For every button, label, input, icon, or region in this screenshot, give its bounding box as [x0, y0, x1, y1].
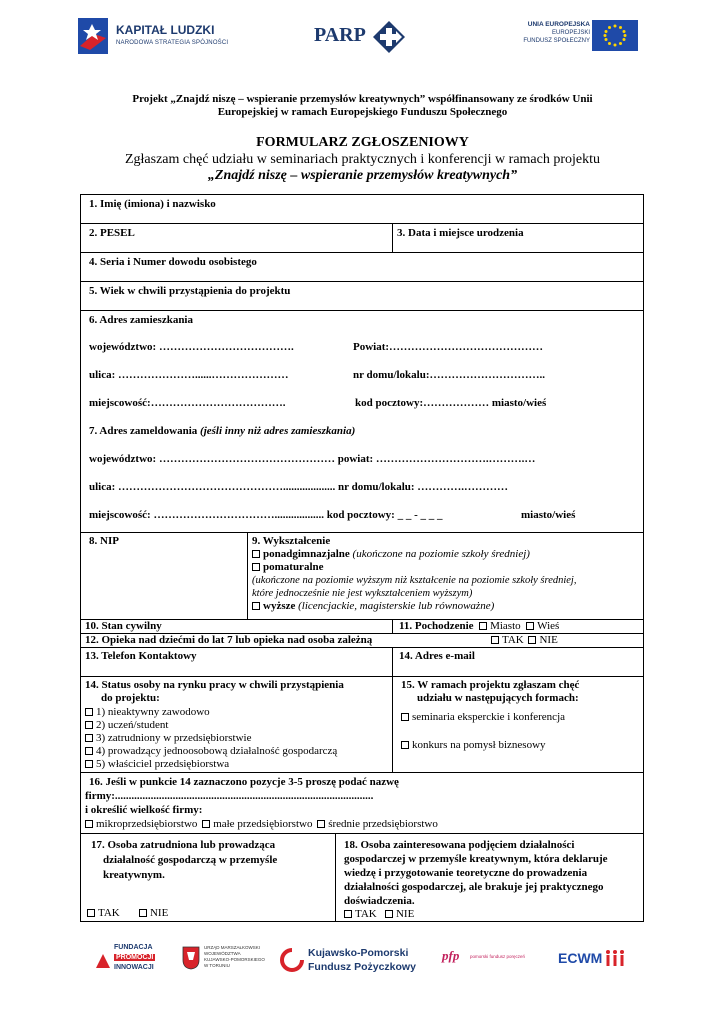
status-option-2-label: 2) uczeń/student	[96, 719, 169, 731]
field-employed-label-2: działalność gospodarczą w przemyśle	[103, 854, 278, 866]
field-interested-label-1: 18. Osoba zainteresowana podjęciem działalności	[344, 839, 575, 851]
status-option-4[interactable]	[85, 745, 337, 758]
people-icon	[604, 948, 626, 968]
field-employed-label-3: kreatywnym.	[103, 869, 165, 881]
field-name-cell[interactable]	[80, 194, 644, 224]
status-option-5[interactable]	[85, 758, 229, 771]
field-interested-label-2: gospodarczej w przemyśle kreatywnym, która deklaruje	[344, 853, 608, 865]
pomorski-fundusz-poreczen-logo	[442, 946, 546, 974]
registered-voivodeship[interactable]: województwo: ………………………………………… powiat: ………………………….……….…	[89, 453, 536, 465]
pfp-text: pomorski fundusz poręczeń	[470, 954, 526, 959]
address-city[interactable]: miejscowość:……………………………….	[89, 397, 286, 409]
interested-yes-label: TAK	[355, 908, 377, 920]
field-id-label: 4. Seria i Numer dowodu osobistego	[89, 256, 257, 268]
checkbox-icon[interactable]	[85, 760, 93, 768]
employed-options	[87, 907, 168, 920]
field-address-label: 6. Adres zamieszkania	[89, 314, 193, 326]
status-option-3-label: 3) zatrudniony w przedsiębiorstwie	[96, 732, 252, 744]
parp-emblem-icon	[372, 20, 406, 54]
checkbox-icon[interactable]	[401, 713, 409, 721]
kapital-ludzki-title: KAPITAŁ LUDZKI	[116, 23, 215, 37]
address-voivodeship[interactable]: województwo: ……………………………….	[89, 341, 294, 353]
address-street[interactable]: ulica: …………………......…………………	[89, 369, 289, 381]
checkbox-icon[interactable]	[85, 721, 93, 729]
eu-logo	[512, 20, 638, 52]
field-education-cell	[247, 532, 644, 620]
education-secondary-note: (ukończone na poziomie szkoły średniej)	[352, 548, 530, 560]
checkbox-icon[interactable]	[85, 708, 93, 716]
forms-seminars-label: seminaria eksperckie i konferencja	[412, 711, 566, 723]
fpi-line2: PROMOCJI	[116, 954, 154, 961]
registered-street[interactable]: ulica: ………………………………………................... nr domu/lokalu: ………….…………	[89, 481, 509, 493]
address-county[interactable]: Powiat:……………………………………	[353, 341, 544, 353]
project-name: „Znajdź niszę – wspieranie przemysłów kreatywnych”	[207, 168, 518, 183]
care-options	[491, 634, 558, 647]
field-interested-label-5: doświadczenia.	[344, 895, 415, 907]
education-postsecondary-note-1: (ukończone na poziomie wyższym niż kształcenie na poziomie szkoły średniej,	[252, 575, 577, 586]
education-option-postsecondary[interactable]	[252, 561, 324, 574]
fpi-line1: FUNDACJA	[114, 944, 153, 951]
forms-contest-label: konkurs na pomysł biznesowy	[412, 739, 546, 751]
field-phone-cell[interactable]	[80, 647, 393, 677]
checkbox-icon[interactable]	[139, 909, 147, 917]
kapital-ludzki-subtitle: NARODOWA STRATEGIA SPÓJNOŚCI	[116, 40, 229, 46]
checkbox-icon[interactable]	[85, 747, 93, 755]
field-status-cell	[80, 676, 393, 773]
education-option-higher[interactable]	[252, 600, 494, 613]
checkbox-icon[interactable]	[252, 563, 260, 571]
field-id-cell[interactable]	[80, 252, 644, 282]
field-birth-cell[interactable]	[392, 223, 644, 253]
parp-text: PARP	[314, 24, 366, 46]
field-employed-label-1: 17. Osoba zatrudniona lub prowadząca	[91, 839, 276, 851]
registered-city[interactable]: miejscowość: …………………………….................. kod pocztowy: _ _ - _ _ _	[89, 509, 443, 521]
parp-logo	[314, 20, 408, 54]
status-option-2[interactable]	[85, 719, 168, 732]
coat-of-arms-icon	[182, 946, 200, 970]
kpfp-line2: Fundusz Pożyczkowy	[308, 961, 416, 973]
field-company-label-1: 16. Jeśli w punkcie 14 zaznaczono pozycje 3-5 proszę podać nazwę	[89, 776, 399, 788]
checkbox-icon[interactable]	[528, 636, 536, 644]
urzad-marszalkowski-logo	[182, 942, 264, 978]
urzad-text	[204, 945, 265, 969]
field-status-label-1: 14. Status osoby na rynku pracy w chwili przystąpienia	[85, 679, 344, 691]
field-email-label: 14. Adres e-mail	[399, 650, 475, 662]
fundacja-promocji-innowacji-logo	[96, 942, 168, 978]
field-forms-label-2: udziału w następujących formach:	[417, 692, 579, 704]
education-option-secondary[interactable]	[252, 548, 530, 561]
company-size-options	[85, 818, 438, 831]
eu-line3: FUNDUSZ SPOŁECZNY	[523, 38, 590, 44]
status-option-1[interactable]	[85, 706, 210, 719]
origin-village-label: Wieś	[537, 620, 560, 632]
field-age-cell[interactable]	[80, 281, 644, 311]
field-education-label: 9. Wykształcenie	[252, 535, 331, 547]
field-origin-cell	[392, 619, 644, 634]
interested-no-label: NIE	[395, 908, 415, 920]
field-care-label: 12. Opieka nad dziećmi do lat 7 lub opieka nad osoba zależną	[85, 634, 373, 646]
eu-line1: UNIA EUROPEJSKA	[527, 21, 590, 28]
status-option-1-label: 1) nieaktywny zawodowo	[96, 706, 210, 718]
checkbox-icon[interactable]	[252, 550, 260, 558]
kujawsko-pomorski-fundusz-logo	[280, 942, 420, 978]
project-line-1: Projekt „Znajdź niszę – wspieranie przemysłów kreatywnych” współfinansowany ze środków Unii	[132, 93, 593, 105]
fpi-emblem-icon	[96, 954, 110, 968]
pfp-mark-icon: pfp	[442, 948, 460, 963]
registered-address-note: (jeśli inny niż adres zamieszkania)	[200, 425, 356, 437]
care-yes-label: TAK	[502, 634, 524, 646]
ecwm-text: ECWM	[558, 950, 603, 966]
education-secondary-label: ponadgimnazjalne	[263, 548, 350, 560]
field-registered-address	[89, 425, 355, 438]
field-nip-label: 8. NIP	[89, 535, 119, 547]
field-phone-label: 13. Telefon Kontaktowy	[85, 650, 197, 662]
urzad-line4: W TORUNIU	[204, 963, 230, 968]
checkbox-icon[interactable]	[491, 636, 499, 644]
field-age-label: 5. Wiek w chwili przystąpienia do projektu	[89, 285, 291, 297]
field-marital-cell[interactable]	[80, 619, 393, 634]
urzad-line2: WOJEWÓDZTWA	[204, 951, 241, 956]
field-pesel-cell[interactable]	[80, 223, 393, 253]
form-title: FORMULARZ ZGŁOSZENIOWY	[256, 135, 469, 150]
field-care-cell	[80, 633, 644, 648]
forms-option-seminars[interactable]	[401, 711, 565, 724]
registered-address-label: 7. Adres zameldowania	[89, 425, 198, 437]
origin-options	[399, 620, 559, 633]
status-option-4-label: 4) prowadzący jednoosobową działalność gospodarczą	[96, 745, 338, 757]
field-forms-label-1: 15. W ramach projektu zgłaszam chęć	[401, 679, 580, 691]
footer-logos	[0, 940, 725, 980]
kapital-ludzki-logo	[76, 16, 236, 56]
checkbox-icon[interactable]	[479, 622, 487, 630]
field-pesel-label: 2. PESEL	[89, 227, 135, 239]
checkbox-icon[interactable]	[87, 909, 95, 917]
field-interested-label-3: wiedzę i przygotowanie teoretyczne do prowadzenia	[344, 867, 588, 879]
employed-yes-label: TAK	[98, 907, 120, 919]
origin-city-label: Miasto	[490, 620, 521, 632]
forms-option-contest[interactable]	[401, 739, 546, 752]
field-origin-label: 11. Pochodzenie	[399, 620, 474, 632]
form-subtitle: Zgłaszam chęć udziału w seminariach praktycznych i konferencji w ramach projektu	[124, 152, 600, 167]
checkbox-icon[interactable]	[317, 820, 325, 828]
field-employed-cell	[80, 833, 336, 922]
education-higher-label: wyższe	[263, 600, 296, 612]
education-postsecondary-label: pomaturalne	[263, 561, 324, 573]
field-nip-cell[interactable]	[80, 532, 248, 620]
address-section	[80, 310, 644, 533]
project-line-2: Europejskiej w ramach Europejskiego Funduszu Społecznego	[217, 106, 508, 118]
checkbox-icon[interactable]	[85, 820, 93, 828]
field-email-cell[interactable]	[392, 647, 644, 677]
care-no-label: NIE	[539, 634, 558, 646]
eu-flag-icon	[592, 20, 638, 51]
checkbox-icon[interactable]	[252, 602, 260, 610]
company-medium-label: średnie przedsiębiorstwo	[328, 818, 438, 830]
address-postcode[interactable]: kod pocztowy:……………… miasto/wieś	[355, 397, 547, 409]
field-status-label-2: do projektu:	[101, 692, 160, 704]
urzad-line1: URZĄD MARSZAŁKOWSKI	[204, 945, 261, 950]
checkbox-icon[interactable]	[526, 622, 534, 630]
field-company-label-3: i określić wielkość firmy:	[85, 804, 203, 816]
company-name-input[interactable]: firmy:..............................................................................................	[85, 790, 374, 802]
fpi-line3: INNOWACJI	[114, 964, 154, 971]
eu-line2: EUROPEJSKI	[551, 30, 590, 36]
checkbox-icon[interactable]	[344, 910, 352, 918]
education-higher-note: (licencjackie, magisterskie lub równoważne)	[298, 600, 495, 612]
ecwm-logo	[558, 944, 630, 976]
kpfp-emblem-icon	[280, 948, 304, 972]
status-option-5-label: 5) właściciel przedsiębiorstwa	[96, 758, 230, 770]
education-postsecondary-note-2: które jednocześnie nie jest wykształceniem wyższym)	[252, 588, 473, 599]
field-marital-label: 10. Stan cywilny	[85, 620, 162, 632]
company-small-label: małe przedsiębiorstwo	[213, 818, 313, 830]
address-house-number[interactable]: nr domu/lokalu:…………………………..	[353, 369, 546, 381]
checkbox-icon[interactable]	[385, 910, 393, 918]
checkbox-icon[interactable]	[85, 734, 93, 742]
field-company-cell	[80, 772, 644, 834]
field-interested-cell	[335, 833, 644, 922]
status-option-3[interactable]	[85, 732, 251, 745]
field-name-label: 1. Imię (imiona) i nazwisko	[89, 198, 216, 210]
registered-city-type: miasto/wieś	[521, 509, 576, 521]
kpfp-line1: Kujawsko-Pomorski	[308, 947, 409, 959]
field-interested-label-4: działalności gospodarczej, ale brakuje jej praktycznego	[344, 881, 604, 893]
field-forms-cell	[392, 676, 644, 773]
urzad-line3: KUJAWSKO-POMORSKIEGO	[204, 957, 265, 962]
employed-no-label: NIE	[149, 907, 169, 919]
interested-options	[344, 908, 414, 921]
kapital-ludzki-emblem-icon	[76, 16, 112, 56]
field-birth-label: 3. Data i miejsce urodzenia	[397, 227, 524, 239]
checkbox-icon[interactable]	[401, 741, 409, 749]
checkbox-icon[interactable]	[202, 820, 210, 828]
company-micro-label: mikroprzedsiębiorstwo	[96, 818, 198, 830]
